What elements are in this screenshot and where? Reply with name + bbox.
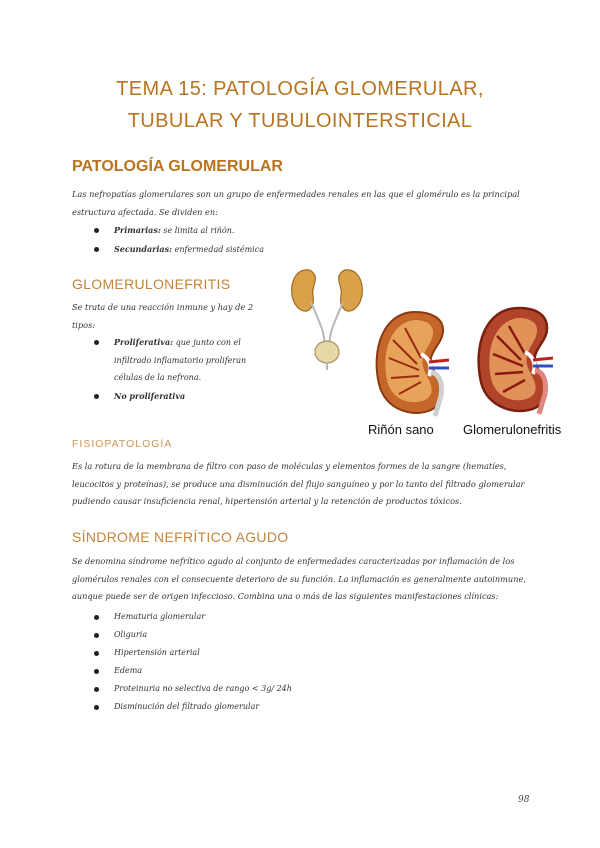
sindrome-line-2: glomérulos renales con el consecuente deterioro de su función. La inflamación es generalmente autoinmune,: [72, 573, 526, 584]
intro-line-1: Las nefropatías glomerulares son un grupo de enfermedades renales en las que el glomérulo es la principal: [72, 189, 520, 199]
fisiopatologia-paragraph: [72, 458, 542, 511]
urinary-system-icon: [292, 270, 363, 370]
glomerulonefritis-line-2: tipos:: [72, 319, 96, 330]
classification-list: [92, 221, 264, 259]
glomerulonefritis-line-1: Se trata de una reacción inmune y hay de 2: [72, 302, 254, 312]
glomerulonefritis-paragraph: [72, 299, 282, 334]
list-item: Oliguria: [92, 626, 292, 644]
page-title-line-1: TEMA 15: PATOLOGÍA GLOMERULAR,: [116, 78, 484, 100]
heading-sindrome-nefritico: SÍNDROME NEFRÍTICO AGUDO: [72, 529, 289, 545]
list-item: Edema: [92, 662, 292, 680]
bullet-text: se limita al riñón.: [160, 226, 235, 235]
intro-paragraph: [72, 186, 542, 221]
page-number: 98: [518, 795, 530, 805]
heading-glomerulonefritis: GLOMERULONEFRITIS: [72, 276, 231, 292]
list-item: [92, 240, 264, 259]
fisiopatologia-line-1: Es la rotura de la membrana de filtro con paso de moléculas y elementos formes de la sangre (hematíes,: [72, 461, 507, 471]
glomerulonephritis-kidney-icon: [479, 308, 553, 414]
glomerulonefritis-types-list: [92, 334, 277, 406]
sindrome-line-3: aunque puede ser de origen infeccioso. Combina una o más de las siguientes manifestaciones clínicas:: [72, 591, 499, 601]
bullet-term: No proliferativa: [114, 390, 186, 401]
heading-fisiopatologia: FISIOPATOLOGÍA: [72, 438, 173, 450]
list-item: Hipertensión arterial: [92, 644, 292, 662]
bullet-text: enfermedad sistémica: [172, 245, 264, 254]
fisiopatologia-line-2: leucocitos y proteínas), se produce una disminución del flujo sanguíneo y por lo tanto del filtrado glomerular: [72, 478, 525, 489]
bullet-term: Proliferativa:: [114, 337, 174, 347]
caption-healthy-kidney: Riñón sano: [368, 422, 434, 437]
list-item: Hematuria glomerular: [92, 608, 292, 626]
list-item: [92, 388, 277, 406]
bullet-text: que junto con el infiltrado inflamatorio proliferan células de la nefrona.: [114, 338, 247, 382]
list-item: Proteinuria no selectiva de rango < 3g/ 24h: [92, 680, 292, 698]
bullet-term: Secundarias:: [114, 244, 173, 254]
list-item: Disminución del filtrado glomerular: [92, 698, 292, 716]
sindrome-paragraph: [72, 553, 542, 606]
list-item: [92, 221, 264, 240]
clinical-manifestations-list: [92, 608, 292, 716]
page-title-line-2: TUBULAR Y TUBULOINTERSTICIAL: [127, 110, 473, 132]
list-item: [92, 334, 277, 387]
fisiopatologia-line-3: pudiendo causar insuficiencia renal, hipertensión arterial y la retención de productos tóxicos.: [72, 496, 462, 506]
intro-line-2: estructura afectada. Se dividen en:: [72, 206, 218, 217]
caption-glomerulonephritis: Glomerulonefritis: [463, 422, 562, 437]
bullet-term: Primarias:: [114, 225, 161, 235]
sindrome-line-1: Se denomina síndrome nefrítico agudo al conjunto de enfermedades caracterizadas por inflamación de los: [72, 556, 515, 566]
heading-patologia-glomerular: PATOLOGÍA GLOMERULAR: [72, 158, 283, 175]
kidney-illustration: [285, 262, 575, 442]
kidney-comparison-figure: [285, 262, 575, 442]
healthy-kidney-icon: [377, 312, 449, 416]
